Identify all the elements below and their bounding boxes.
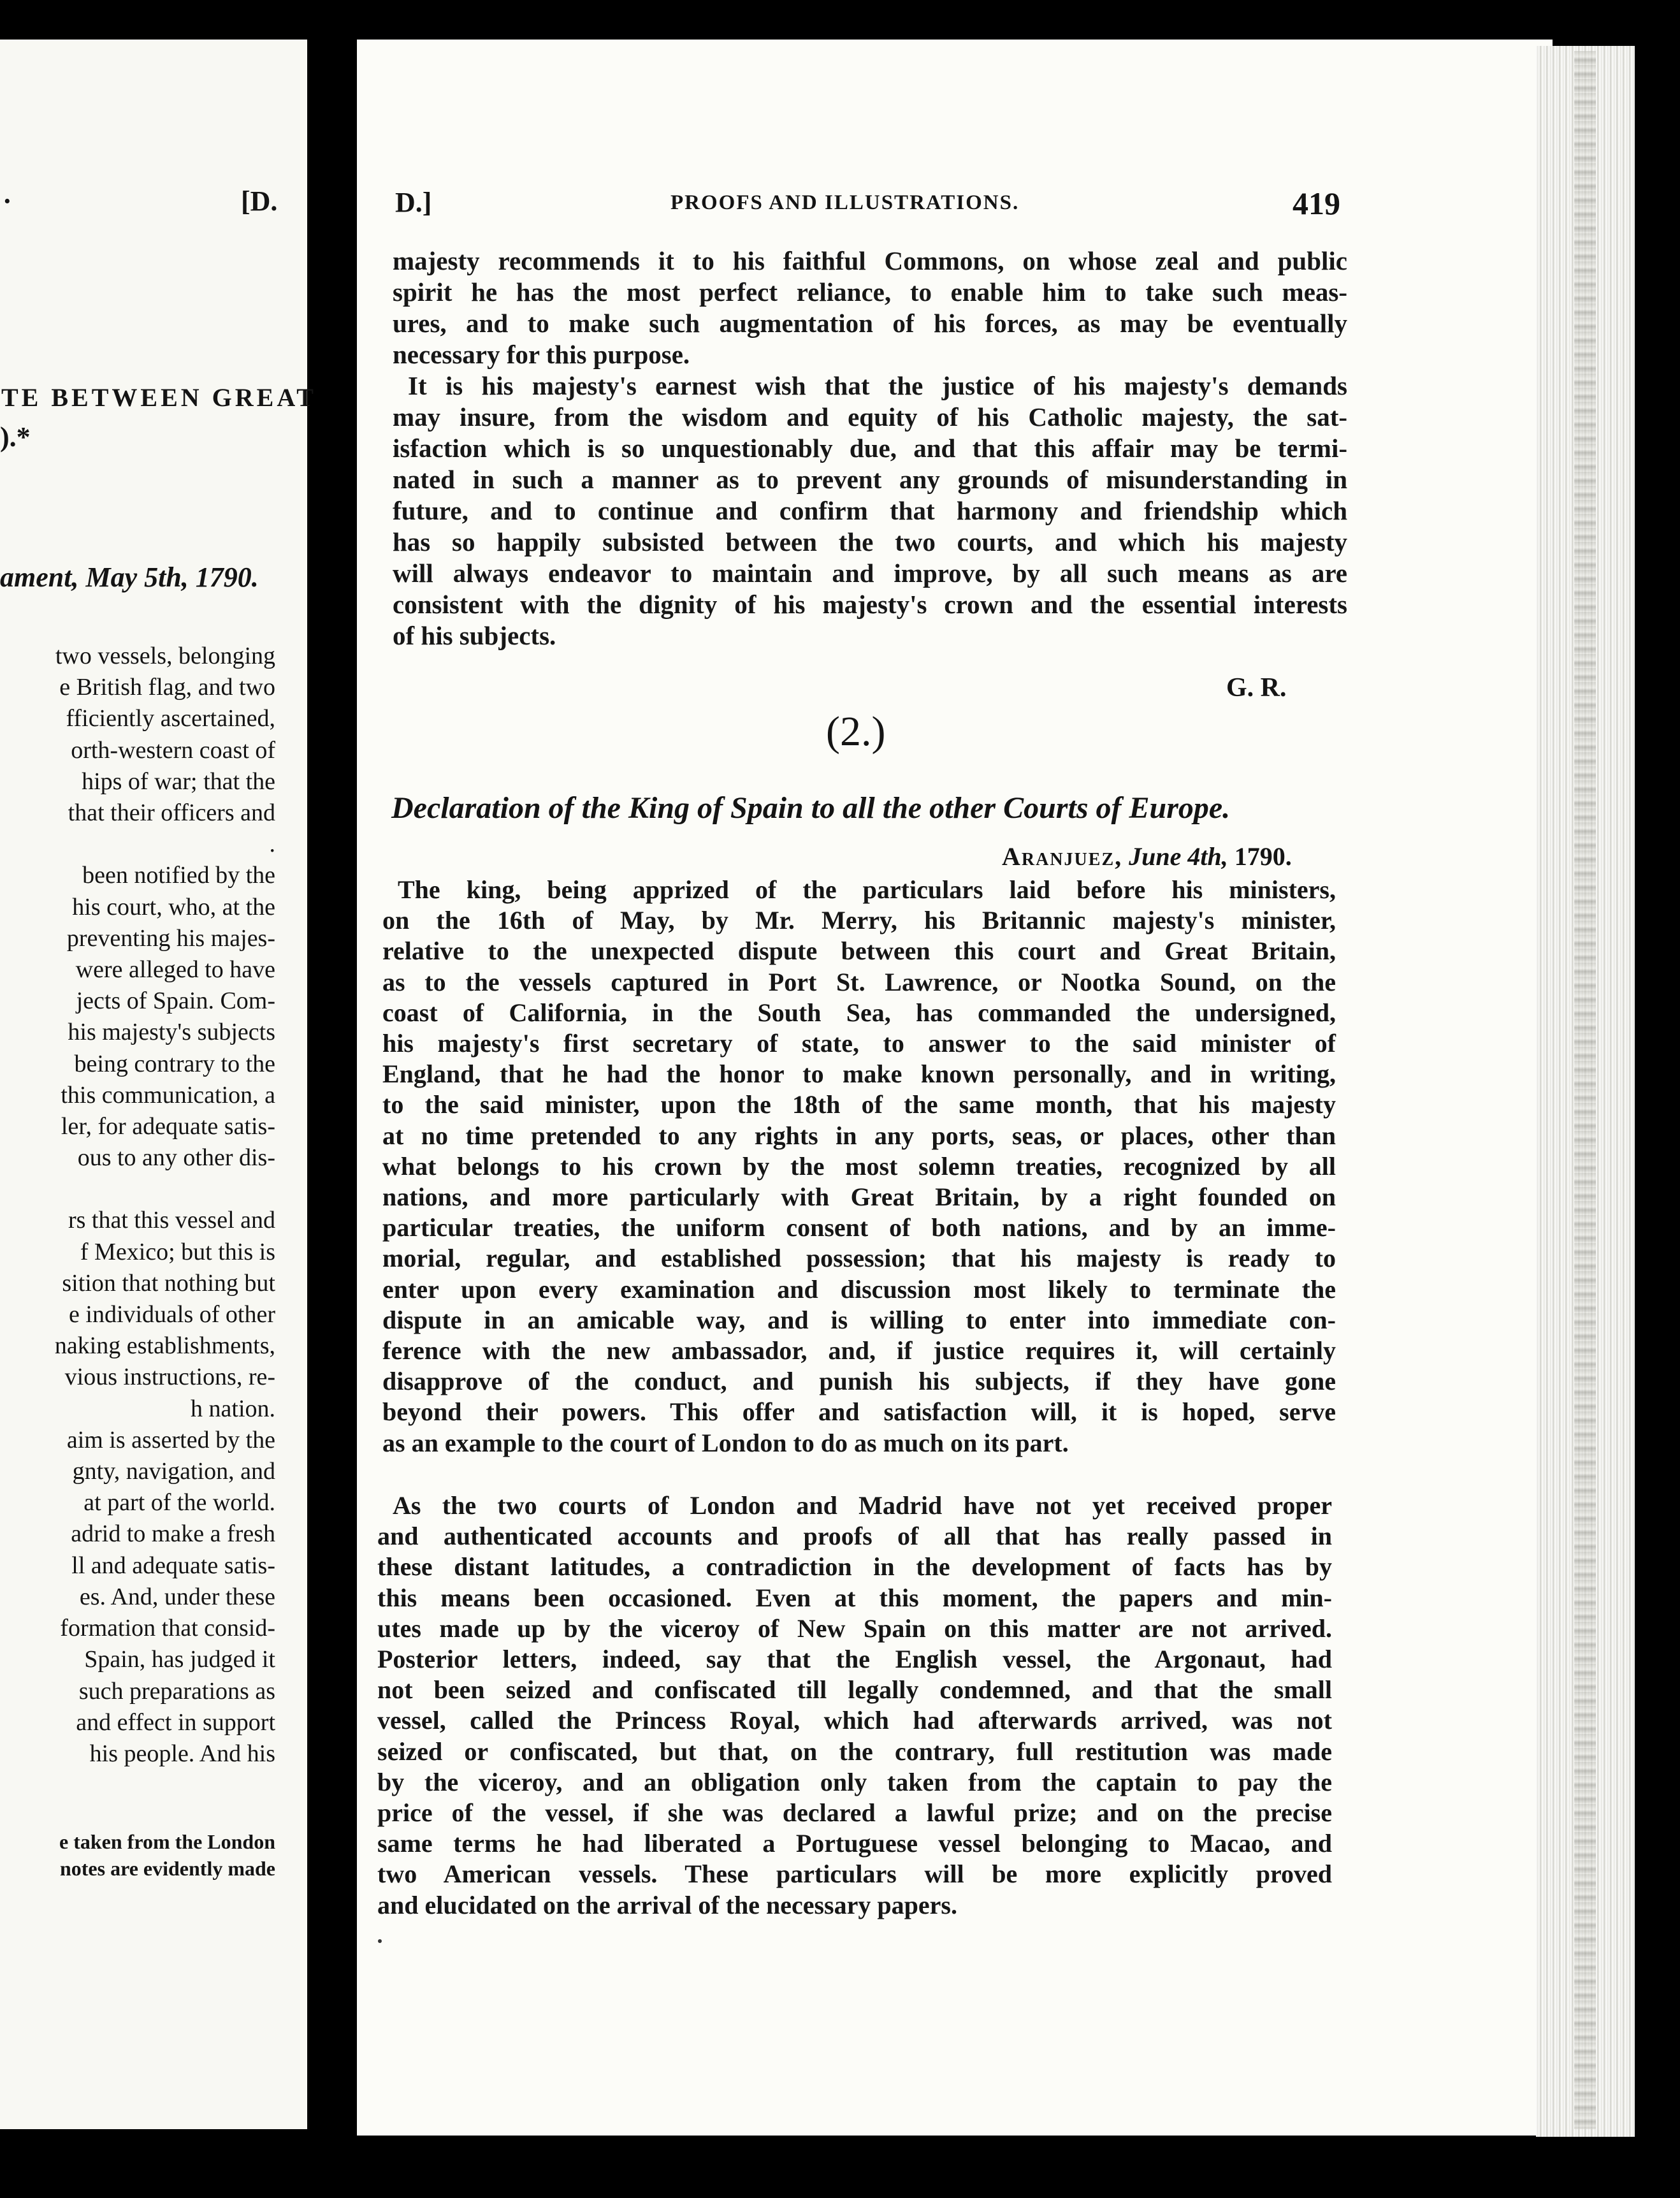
paragraph-line: vessel, called the Princess Royal, which had afterwards arrived, was not [377,1706,1332,1735]
signature: G. R. [1226,673,1287,702]
left-body-line: f Mexico; but this is [80,1238,275,1265]
paragraph-line: what belongs to his crown by the most solemn treaties, recognized by all [382,1151,1336,1181]
right-header-mark: D.] [395,187,432,218]
paragraph-line: his majesty's first secretary of state, to answer to the said minister of [382,1029,1336,1058]
dateline-place: Aranjuez, [1002,842,1123,871]
paragraph-line: will always endeavor to maintain and improve, by all such means as are [393,558,1347,588]
left-page-footnote [0,1828,275,1882]
paragraph-line: isfaction which is so unquestionably due, and that this affair may be termi- [393,433,1347,463]
left-body-line: Spain, has judged it [84,1646,275,1673]
left-body-line: es. And, under these [79,1583,275,1610]
left-body-line: preventing his majes- [66,924,275,952]
paragraph-line: necessary for this purpose. [393,340,690,369]
paragraph-line: spirit he has the most perfect reliance, to enable him to take such meas- [393,277,1347,307]
paragraph-2 [393,370,1347,651]
dateline [1002,841,1292,871]
paragraph-line: at no time pretended to any rights in any ports, seas, or places, other than [382,1121,1336,1150]
left-page-body [0,641,275,1770]
paragraph-line: enter upon every examination and discussion most likely to terminate the [382,1274,1336,1304]
paragraph-line: As the two courts of London and Madrid have not yet received proper [393,1491,1332,1520]
paragraph-line: nated in such a manner as to prevent any grounds of misunderstanding in [393,465,1347,494]
paragraph-line: ference with the new ambassador, and, if justice requires it, will certainly [382,1336,1336,1365]
paragraph-line: majesty recommends it to his faithful Commons, on whose zeal and public [393,246,1347,275]
left-body-line: vious instructions, re- [64,1364,275,1391]
left-body-line: being contrary to the [74,1050,275,1077]
paragraph-line: on the 16th of May, by Mr. Merry, his Britannic majesty's minister, [382,906,1336,935]
royal-message-text [393,245,1347,651]
running-title: PROOFS AND ILLUSTRATIONS. [670,191,1020,214]
left-body-line: two vessels, belonging [55,643,275,669]
paragraph-line: of his subjects. [393,621,556,650]
paragraph-line: and elucidated on the arrival of the necessary papers. [377,1890,957,1919]
left-body-line: ler, for adequate satis- [61,1113,275,1140]
left-body-line: hips of war; that the [82,768,275,795]
paragraph-line: disapprove of the conduct, and punish his subjects, if they have gone [382,1367,1336,1396]
left-body-line: formation that consid- [60,1615,275,1642]
left-body-line: . [269,831,275,858]
left-body-line: ll and adequate satis- [71,1552,275,1579]
paragraph-line: morial, regular, and established possession; that his majesty is ready to [382,1244,1336,1273]
left-body-line: aim is asserted by the [66,1426,275,1453]
paragraph-line: The king, being apprized of the particulars laid before his ministers, [398,875,1336,904]
paragraph-line: price of the vessel, if she was declared a lawful prize; and on the precise [377,1798,1332,1828]
dateline-date: June 4th, [1129,842,1228,871]
left-body-line: that their officers and [68,799,275,827]
left-body-line: gnty, navigation, and [72,1458,275,1485]
left-body-line: such preparations as [78,1677,275,1705]
paragraph-4 [377,1490,1332,1921]
paragraph-line: Posterior letters, indeed, say that the English vessel, the Argonaut, had [377,1645,1332,1674]
left-body-line: his majesty's subjects [68,1019,275,1046]
paragraph-line: and authenticated accounts and proofs of all that has really passed in [377,1522,1332,1551]
book-gutter [307,0,357,2198]
left-body-line: at part of the world. [83,1489,275,1517]
paragraph-line: coast of California, in the South Sea, has commanded the undersigned, [382,998,1336,1027]
left-body-line: were alleged to have [75,956,275,984]
left-footnote-line: e taken from the London [59,1830,275,1853]
page-edge-shadow [1574,51,1596,2129]
left-body-line [0,1174,275,1205]
left-body-line: h nation. [191,1395,275,1422]
left-body-line: his people. And his [89,1740,275,1767]
section-number: (2.) [826,708,886,755]
paragraph-line: by the viceroy, and an obligation only taken from the captain to pay the [377,1767,1332,1796]
left-body-line: orth-western coast of [71,736,275,764]
left-body-line: sition that nothing but [62,1269,275,1297]
paragraph-line: these distant latitudes, a contradiction in the development of facts has by [377,1552,1332,1582]
left-body-line: jects of Spain. Com- [76,987,275,1015]
left-header-mark: [D. [241,186,278,217]
ink-speck [378,1939,382,1943]
paragraph-line: has so happily subsisted between the two courts, and which his majesty [393,527,1347,557]
left-header-dot: · [3,186,12,217]
paragraph-line: not been seized and confiscated till legally condemned, and that the small [377,1675,1332,1705]
left-body-line: ous to any other dis- [77,1144,275,1172]
paragraph-line: to the said minister, upon the 18th of the same month, that his majesty [382,1090,1336,1119]
paragraph-line: beyond their powers. This offer and satisfaction will, it is hoped, serve [382,1397,1336,1427]
left-body-line: this communication, a [61,1081,275,1109]
left-title-line-1: TE BETWEEN GREAT [1,383,317,412]
paragraph-line: England, that he had the honor to make known personally, and in writing, [382,1059,1336,1089]
paragraph-line: relative to the unexpected dispute between this court and Great Britain, [382,936,1336,966]
page-number: 419 [1293,186,1340,221]
paragraph-line: seized or confiscated, but that, on the contrary, full restitution was made [377,1736,1332,1766]
paragraph-line: same terms he had liberated a Portuguese vessel belonging to Macao, and [377,1829,1332,1858]
left-body-line: been notified by the [82,862,275,889]
paragraph-line: future, and to continue and confirm that harmony and friendship which [393,496,1347,525]
paragraph-line: dispute in an amicable way, and is willing to enter into immediate con- [382,1305,1336,1334]
paragraph-line: nations, and more particularly with Great Britain, by a right founded on [382,1183,1336,1212]
dateline-year: 1790. [1234,842,1292,871]
left-footnote-line: notes are evidently made [59,1857,275,1880]
left-body-line: naking establishments, [54,1332,275,1360]
left-body-line: adrid to make a fresh [71,1520,275,1548]
left-body-line: and effect in support [76,1708,275,1736]
paragraph-line: may insure, from the wisdom and equity of his Catholic majesty, the sat- [393,402,1347,432]
left-subtitle: ament, May 5th, 1790. [0,562,259,593]
paragraph-line: as an example to the court of London to do as much on its part. [382,1428,1069,1457]
left-body-line: his court, who, at the [72,893,275,921]
left-title-line-2: ).* [0,421,31,453]
paragraph-line: ures, and to make such augmentation of his forces, as may be eventually [393,309,1347,338]
paragraph-line: It is his majesty's earnest wish that the justice of his majesty's demands [408,371,1347,400]
left-body-line: rs that this vessel and [68,1207,275,1234]
paragraph-line: consistent with the dignity of his majesty's crown and the essential interests [393,590,1347,619]
declaration-title: Declaration of the King of Spain to all the other Courts of Europe. [391,791,1231,825]
left-body-line: e individuals of other [69,1301,275,1328]
paragraph-line: particular treaties, the uniform consent of both nations, and by an imme- [382,1213,1336,1242]
paragraph-1 [393,245,1347,370]
left-body-line: e British flag, and two [59,674,275,701]
paragraph-line: utes made up by the viceroy of New Spain on this matter are not arrived. [377,1613,1332,1643]
paragraph-line: as to the vessels captured in Port St. Lawrence, or Nootka Sound, on the [382,967,1336,996]
paragraph-line: this means been occasioned. Even at this moment, the papers and min- [377,1583,1332,1612]
paragraph-line: two American vessels. These particulars will be more explicitly proved [377,1860,1332,1889]
left-body-line: fficiently ascertained, [66,705,275,732]
paragraph-3 [382,875,1336,1459]
